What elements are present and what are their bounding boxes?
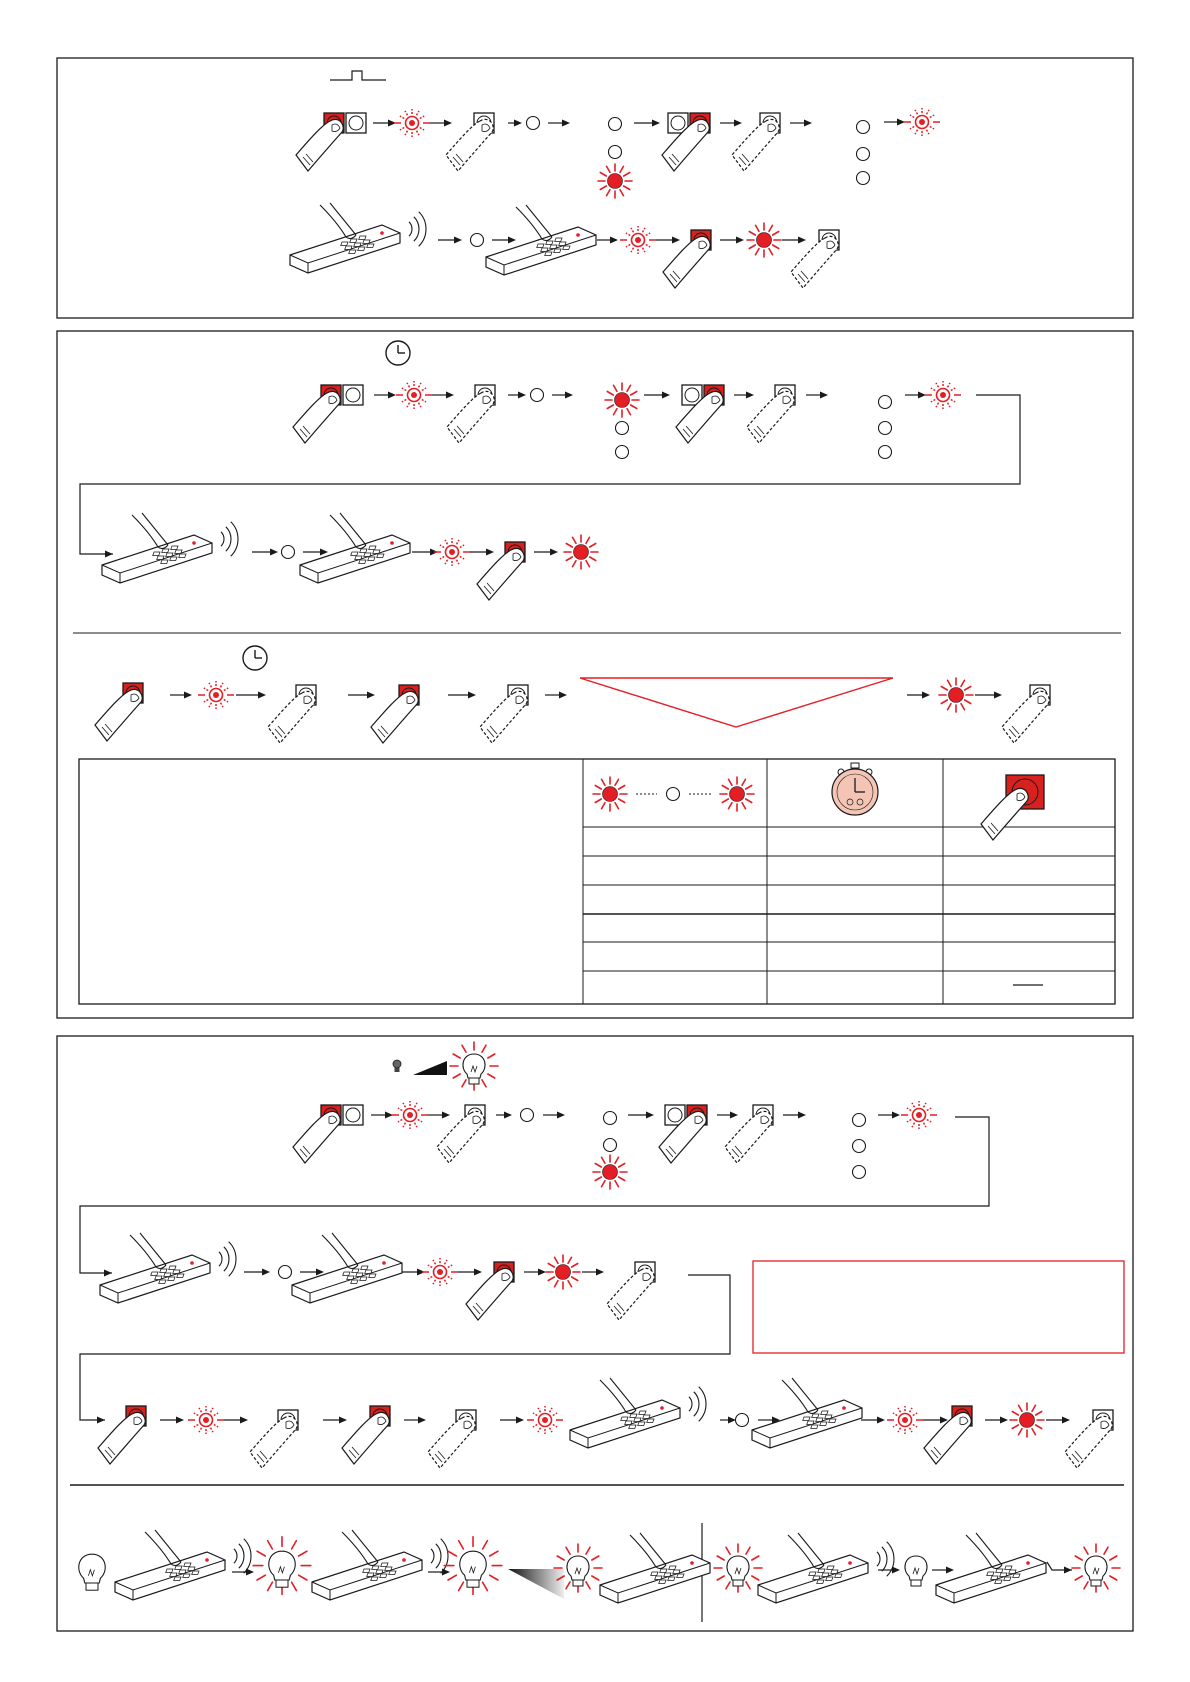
flow-arrow	[534, 549, 558, 556]
flow-arrow	[907, 692, 930, 699]
flow-arrow	[371, 1112, 393, 1119]
finger-light-touch-icon	[428, 1410, 476, 1468]
led-blinking-icon	[396, 381, 432, 409]
flow-arrow	[1046, 1417, 1070, 1424]
led-off-icon	[609, 118, 622, 131]
finger-light-touch-icon	[250, 1410, 298, 1468]
finger-pressing-button-icon	[95, 683, 143, 741]
led-on-icon	[939, 678, 973, 712]
remote-control-icon	[312, 1530, 448, 1600]
remote-control-icon	[290, 203, 426, 273]
flow-arrow	[492, 237, 516, 244]
finger-pressing-button-icon	[342, 1406, 390, 1464]
finger-pressing-button-icon	[477, 542, 525, 600]
panel-pairing	[57, 58, 1133, 318]
flow-arrow	[373, 120, 396, 127]
connector-line	[80, 1117, 989, 1277]
led-on-icon	[1010, 1403, 1044, 1437]
led-on-icon	[720, 777, 754, 811]
flow-arrow	[496, 1112, 512, 1119]
finger-light-touch-icon	[480, 685, 528, 743]
finger-pressing-button-icon	[659, 1105, 707, 1163]
instruction-table	[79, 759, 1115, 1004]
flow-arrow	[656, 237, 680, 244]
led-off-icon	[279, 1266, 292, 1279]
flow-arrow	[458, 1269, 482, 1276]
flow-arrow	[236, 692, 266, 699]
connector-line	[1047, 1562, 1072, 1574]
flow-arrow	[160, 1417, 184, 1424]
led-on-icon	[747, 223, 781, 257]
finger-pressing-button-icon	[98, 1406, 146, 1464]
flow-arrow	[806, 392, 828, 399]
dimming-ramp-icon	[413, 1061, 447, 1075]
led-off-icon	[736, 1414, 749, 1427]
led-on-icon	[598, 164, 632, 198]
flow-arrow	[717, 1112, 738, 1119]
led-off-icon	[604, 1139, 617, 1152]
remote-control-icon	[300, 513, 410, 583]
light-bulb-icon	[905, 1556, 927, 1586]
led-blinking-icon	[620, 226, 656, 254]
flow-arrow	[644, 392, 670, 399]
flow-arrow	[244, 1269, 270, 1276]
led-blinking-icon	[527, 1406, 563, 1434]
remote-control-icon	[752, 1378, 862, 1448]
panel-dimmer	[57, 1036, 1133, 1631]
finger-light-touch-icon	[607, 1262, 655, 1320]
led-blinking-icon	[887, 1406, 923, 1434]
flow-arrow	[985, 1417, 1008, 1424]
led-off-icon	[604, 1112, 617, 1125]
led-off-icon	[521, 1109, 534, 1122]
flow-arrow	[628, 1112, 654, 1119]
led-blinking-icon	[198, 681, 234, 709]
flow-arrow	[470, 549, 494, 556]
flow-arrow	[720, 237, 744, 244]
led-blinking-icon	[392, 1101, 428, 1129]
remote-control-icon	[936, 1533, 1046, 1603]
flow-arrow	[348, 692, 375, 699]
finger-light-touch-icon	[446, 113, 494, 171]
led-blinking-icon	[925, 381, 961, 409]
stopwatch-icon	[832, 763, 878, 815]
finger-light-touch-icon	[447, 385, 495, 443]
led-off-icon	[857, 172, 870, 185]
flow-arrow	[975, 692, 1002, 699]
flow-arrow	[878, 1112, 900, 1119]
led-off-icon	[879, 396, 892, 409]
remote-control-icon	[292, 1233, 402, 1303]
finger-pressing-button-icon	[924, 1406, 972, 1464]
finger-light-touch-icon	[268, 685, 316, 743]
led-on-icon	[564, 535, 598, 569]
light-bulb-icon	[79, 1554, 105, 1590]
flow-arrow	[720, 120, 742, 127]
flow-arrow	[884, 119, 905, 126]
flow-arrow	[300, 1269, 324, 1276]
flow-arrow	[508, 120, 522, 127]
light-bulb-icon	[450, 1042, 498, 1090]
led-blinking-icon	[901, 1101, 937, 1129]
flow-arrow	[448, 692, 476, 699]
finger-pressing-button-icon	[293, 385, 363, 443]
push-button-symbol	[330, 71, 386, 80]
flow-arrow	[508, 392, 526, 399]
led-off-icon	[282, 546, 295, 559]
led-off-icon	[857, 121, 870, 134]
led-off-icon	[879, 422, 892, 435]
flow-arrow	[543, 1112, 565, 1119]
flow-arrow	[905, 392, 926, 399]
clock-icon	[386, 341, 410, 365]
finger-pressing-button-icon	[293, 1105, 363, 1163]
remote-control-icon	[600, 1533, 710, 1603]
flow-arrow	[634, 120, 660, 127]
led-off-icon	[616, 422, 629, 435]
flow-arrow	[545, 692, 567, 699]
red-triangle-outline	[580, 678, 893, 727]
flow-arrow	[782, 237, 806, 244]
flow-arrow	[401, 1269, 425, 1276]
finger-pressing-button-icon	[466, 1262, 514, 1320]
flow-arrow	[524, 1269, 546, 1276]
finger-light-touch-icon	[732, 113, 780, 171]
led-off-icon	[471, 234, 484, 247]
finger-pressing-button-icon	[981, 775, 1044, 840]
led-blinking-icon	[188, 1406, 224, 1434]
flow-arrow	[878, 1567, 900, 1574]
led-on-icon	[593, 777, 627, 811]
led-off-icon	[879, 446, 892, 459]
flow-arrow	[500, 1417, 524, 1424]
flow-arrow	[432, 392, 454, 399]
flow-arrow	[303, 549, 328, 556]
remote-control-icon	[758, 1533, 894, 1603]
flow-arrow	[861, 1417, 885, 1424]
clock-icon	[243, 646, 267, 670]
finger-pressing-button-icon	[296, 113, 366, 171]
remote-control-icon	[570, 1378, 706, 1448]
flow-arrow	[323, 1417, 347, 1424]
flow-arrow	[783, 1112, 806, 1119]
led-off-icon	[527, 117, 540, 130]
led-off-icon	[853, 1140, 866, 1153]
led-on-icon	[605, 383, 639, 417]
light-bulb-icon	[444, 1537, 502, 1595]
led-blinking-icon	[904, 108, 940, 136]
led-blinking-icon	[422, 1258, 458, 1286]
finger-pressing-button-icon	[676, 385, 724, 443]
led-off-icon	[857, 148, 870, 161]
flow-arrow	[552, 392, 573, 399]
led-on-icon	[593, 1155, 627, 1189]
flow-arrow	[170, 692, 192, 699]
led-off-icon	[616, 446, 629, 459]
dimming-ramp-icon	[508, 1569, 564, 1599]
led-off-icon	[853, 1166, 866, 1179]
flow-arrow	[374, 392, 396, 399]
finger-light-touch-icon	[1002, 685, 1050, 743]
flow-arrow	[923, 1417, 948, 1424]
remote-control-icon	[100, 1233, 236, 1303]
flow-arrow	[720, 1417, 736, 1424]
finger-pressing-button-icon	[663, 230, 711, 288]
flow-arrow	[252, 549, 278, 556]
led-blinking-icon	[434, 538, 470, 566]
led-off-icon	[667, 788, 680, 801]
connector-line	[80, 395, 1020, 558]
light-bulb-icon	[1072, 1544, 1120, 1592]
led-on-icon	[546, 1255, 580, 1289]
flow-arrow	[232, 1569, 254, 1576]
flow-arrow	[548, 120, 570, 127]
flow-arrow	[790, 120, 812, 127]
flow-arrow	[582, 1269, 604, 1276]
led-off-icon	[531, 389, 544, 402]
led-off-icon	[853, 1114, 866, 1127]
finger-pressing-button-icon	[371, 685, 419, 743]
flow-arrow	[597, 237, 618, 244]
led-blinking-icon	[394, 109, 430, 137]
small-bulb-icon	[393, 1060, 401, 1072]
finger-light-touch-icon	[747, 385, 795, 443]
flow-arrow	[404, 1417, 426, 1424]
flow-arrow	[430, 120, 452, 127]
flow-arrow	[932, 1567, 954, 1574]
flow-arrow	[224, 1417, 248, 1424]
remote-control-icon	[102, 513, 238, 583]
red-note-box	[753, 1261, 1124, 1353]
light-bulb-icon	[714, 1544, 762, 1592]
flow-arrow	[428, 1569, 450, 1576]
finger-light-touch-icon	[1065, 1410, 1113, 1468]
flow-arrow	[438, 237, 462, 244]
light-bulb-icon	[253, 1537, 311, 1595]
finger-pressing-button-icon	[662, 113, 710, 171]
remote-control-icon	[115, 1530, 251, 1600]
flow-arrow	[428, 1112, 450, 1119]
flow-arrow	[734, 392, 754, 399]
led-off-icon	[609, 146, 622, 159]
panel-timer	[57, 331, 1133, 1018]
